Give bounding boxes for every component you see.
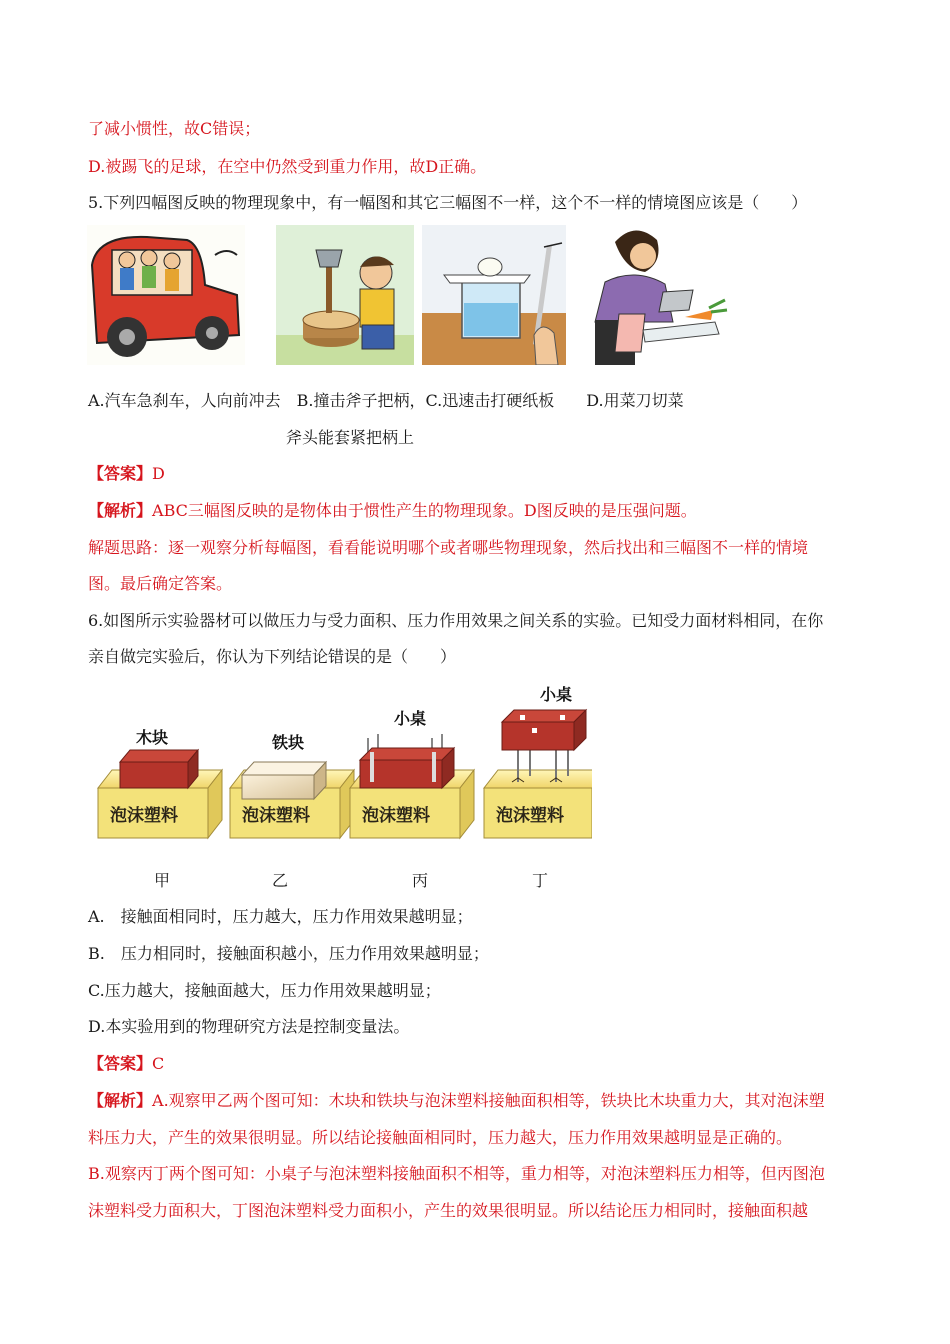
answer-tag: 【答案】 [88,1054,153,1073]
explanation-6 [88,1090,825,1112]
answer-value: D [152,464,165,483]
table-label: 小桌 [540,685,573,704]
question-6: 6.如图所示实验器材可以做压力与受力面积、压力作用效果之间关系的实验。已知受力面材料相同，在你 [88,611,824,630]
text-line: 了减小惯性，故C错误； [88,119,261,138]
explanation-line: B.观察丙丁两个图可知：小桌子与泡沫塑料接触面积不相等，重力相等，对泡沫塑料压力相等，但丙图泡 [88,1164,825,1183]
answer-tag: 【答案】 [88,464,153,483]
figure-pressure-experiment [92,678,592,848]
answer-5 [88,463,165,485]
wood-label: 木块 [136,728,169,747]
answer-6 [88,1053,164,1075]
foam-label: 泡沫塑料 [362,806,430,826]
q5-options: A.汽车急刹车，人向前冲去 B.撞击斧子把柄，C.迅速击打硬纸板 D.用菜刀切菜 [88,391,684,410]
option-a: A. 接触面相同时，压力越大，压力作用效果越明显； [88,907,473,926]
text-line: D.被踢飞的足球，在空中仍然受到重力作用，故D正确。 [88,157,487,176]
caption-jia: 甲 [154,871,171,890]
explanation-line: 料压力大，产生的效果很明显。所以结论接触面相同时，压力越大，压力作用效果越明显是正确的。 [88,1128,793,1147]
explanation-tag: 【解析】 [88,1091,153,1110]
thinking-line: 解题思路：逐一观察分析每幅图，看看能说明哪个或者哪些物理现象，然后找出和三幅图不一样的情境 [88,538,809,557]
iron-label: 铁块 [272,733,305,752]
caption-ding: 丁 [532,871,549,890]
figure-car-braking [87,225,245,365]
caption-yi: 乙 [272,871,289,890]
explanation-5 [88,500,697,522]
caption-bing: 丙 [412,871,429,890]
question-5: 5.下列四幅图反映的物理现象中，有一幅图和其它三幅图不一样，这个不一样的情境图应该是（ ） [88,193,808,212]
table-label: 小桌 [394,709,427,728]
figure-cutting-vegetables [585,222,733,365]
foam-label: 泡沫塑料 [242,806,310,826]
q5-options-cont: 斧头能套紧把柄上 [286,428,415,447]
explanation-text: A.观察甲乙两个图可知：木块和铁块与泡沫塑料接触面积相等，铁块比木块重力大，其对泡沫塑 [152,1091,825,1110]
explanation-line: 沫塑料受力面积大，丁图泡沫塑料受力面积小，产生的效果很明显。所以结论压力相同时，接触面积越 [88,1201,809,1220]
explanation-tag: 【解析】 [88,501,153,520]
foam-label: 泡沫塑料 [496,806,564,826]
question-6-cont: 亲自做完实验后，你认为下列结论错误的是（ ） [88,647,457,666]
option-b: B. 压力相同时，接触面积越小，压力作用效果越明显； [88,944,489,963]
figure-cardboard-flick [422,225,566,365]
thinking-line: 图。最后确定答案。 [88,574,233,593]
explanation-text: ABC三幅图反映的是物体由于惯性产生的物理现象。D图反映的是压强问题。 [152,501,697,520]
option-d: D.本实验用到的物理研究方法是控制变量法。 [88,1017,410,1036]
answer-value: C [152,1054,165,1073]
option-c: C.压力越大，接触面越大，压力作用效果越明显； [88,981,441,1000]
figure-axe-handle [276,225,414,365]
foam-label: 泡沫塑料 [110,806,178,826]
